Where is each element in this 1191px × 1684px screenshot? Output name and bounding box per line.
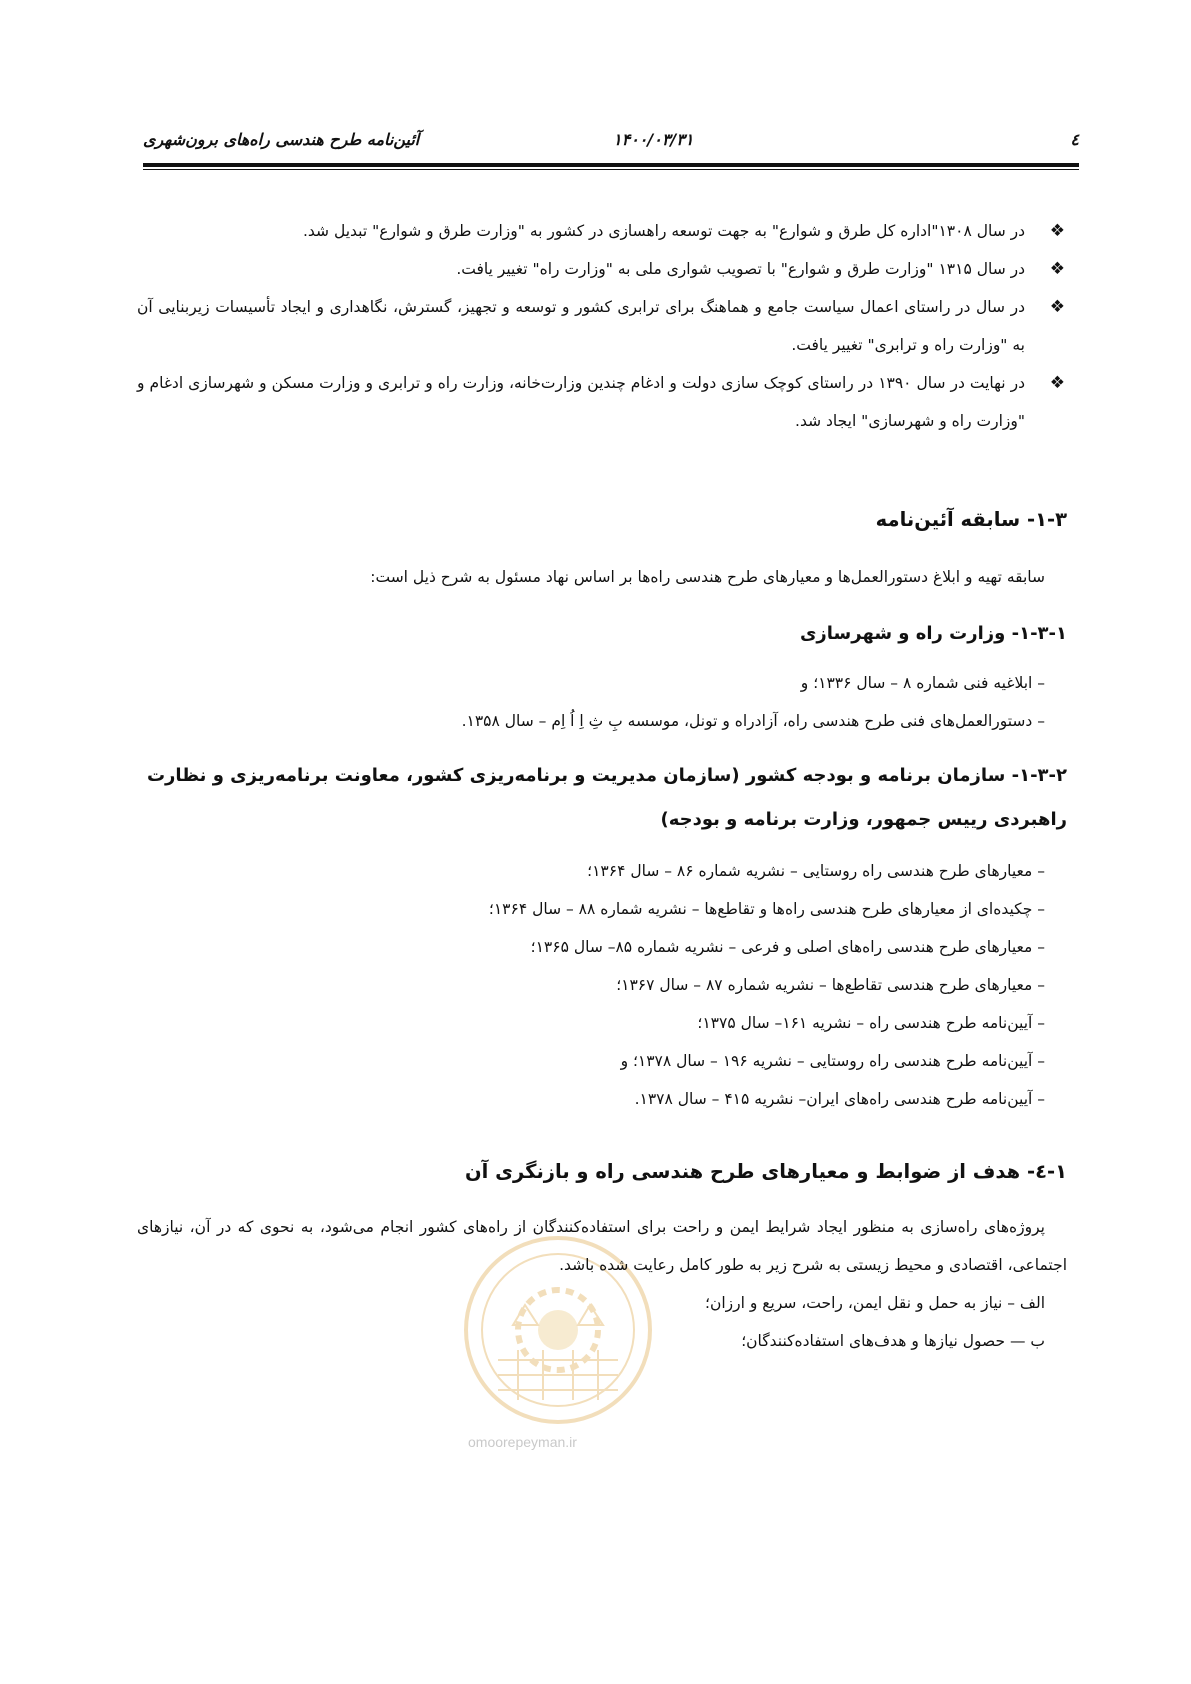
header-date: ۱۴۰۰/۰۳/۳۱	[613, 130, 694, 149]
list-item: – معیارهای طرح هندسی تقاطع‌ها – نشریه شماره ۸۷ – سال ۱۳۶۷؛	[616, 976, 1045, 994]
bullet-text: در سال ۱۳۰۸"اداره کل طرق و شوارع" به جهت توسعه راهسازی در کشور به "وزارت طرق و شوارع" تبدیل شد.	[302, 222, 1025, 240]
section-heading-history: ۱-۳- سابقه آئین‌نامه	[875, 508, 1067, 531]
list-item	[137, 212, 1067, 250]
header-rule-thin	[143, 169, 1079, 170]
list-item	[137, 250, 1067, 288]
bullet-text: در سال ۱۳۱۵ "وزارت طرق و شوارع" با تصویب شوارى ملى به "وزارت راه" تغییر یافت.	[456, 260, 1025, 278]
section-heading-goal: ۱-٤- هدف از ضوابط و معیارهای طرح هندسی راه و بازنگری آن	[464, 1160, 1067, 1183]
subsection-heading-budget-org: ۱-۳-۲- سازمان برنامه و بودجه کشور (سازمان مدیریت و برنامه‌ریزی کشور، معاونت برنامه‌ریزی و نظارت راهبردی رییس جمهور، وزارت برنامه و بودجه)	[146, 765, 1067, 830]
list-item	[137, 364, 1067, 440]
diamond-bullet-icon: ❖	[1049, 221, 1065, 241]
header-rule-thick	[143, 163, 1079, 167]
header-page-number: ٤	[1070, 130, 1079, 149]
list-item: الف – نیاز به حمل و نقل ایمن، راحت، سریع و ارزان؛	[705, 1294, 1045, 1312]
diamond-bullet-icon: ❖	[1049, 373, 1065, 393]
list-item: – ابلاغیه فنی شماره ۸ – سال ۱۳۳۶؛ و	[800, 674, 1045, 692]
history-bullet-list	[137, 212, 1067, 440]
list-item: – معیارهای طرح هندسی راه روستایی – نشریه شماره ۸۶ – سال ۱۳۶۴؛	[587, 862, 1045, 880]
diamond-bullet-icon: ❖	[1049, 297, 1065, 317]
list-item: – چکیده‌ای از معیارهای طرح هندسی راه‌ها و تقاطع‌ها – نشریه شماره ۸۸ – سال ۱۳۶۴؛	[488, 900, 1045, 918]
list-item	[137, 288, 1067, 364]
list-item: ب — حصول نیازها و هدف‌های استفاده‌کنندگان؛	[741, 1332, 1045, 1350]
list-item: – معیارهای طرح هندسی راه‌های اصلی و فرعی – نشریه شماره ۸۵– سال ۱۳۶۵؛	[530, 938, 1045, 956]
header-document-title: آئین‌نامه طرح هندسی راه‌های برون‌شهری	[143, 130, 420, 149]
ministry-publication-list	[137, 664, 1067, 740]
list-item: – آیین‌نامه طرح هندسی راه – نشریه ۱۶۱– سال ۱۳۷۵؛	[697, 1014, 1045, 1032]
goal-item-list	[137, 1284, 1067, 1360]
budget-org-publication-list	[137, 852, 1067, 1118]
page-header	[143, 130, 1079, 160]
page-content	[137, 212, 1067, 1360]
list-item: – دستورالعمل‌های فنی طرح هندسی راه، آزادراه و تونل، موسسه بِ ثِ اِ اُ اِم – سال ۱۳۵۸.	[461, 712, 1045, 730]
list-item: – آیین‌نامه طرح هندسی راه روستایی – نشریه ۱۹۶ – سال ۱۳۷۸؛ و	[620, 1052, 1045, 1070]
bullet-text: در سال در راستای اعمال سیاست جامع و هماهنگ برای ترابری کشور و توسعه و تجهیز، گسترش، نگاهداری و ایجاد تأسیسات زیربنایی آن به "وزارت راه و ترابری" تغییر یافت.	[137, 298, 1025, 354]
watermark-url: omoorepeyman.ir	[468, 1434, 577, 1450]
goal-paragraph: پروژه‌های راه‌سازی به منظور ایجاد شرایط ایمن و راحت برای استفاده‌کنندگان از راه‌های کشور انجام می‌شود، به نحوی که در آن، نیازهای اجتماعی، اقتصادی و محیط زیستی به شرح زیر به طور کامل رعایت شده باشد.	[137, 1218, 1067, 1274]
subsection-heading-ministry: ۱-۳-۱- وزارت راه و شهرسازی	[799, 623, 1067, 644]
list-item: – آیین‌نامه طرح هندسی راه‌های ایران– نشریه ۴۱۵ – سال ۱۳۷۸.	[634, 1090, 1045, 1108]
bullet-text: در نهایت در سال ۱۳۹۰ در راستای کوچک سازی دولت و ادغام چندین وزارت‌خانه، وزارت راه و ترابری و وزارت مسکن و شهرسازی ادغام و "وزارت راه و شهرسازی" ایجاد شد.	[137, 374, 1026, 430]
history-intro-paragraph: سابقه تهیه و ابلاغ دستورالعمل‌ها و معیارهای طرح هندسی راه‌ها بر اساس نهاد مسئول به شرح ذیل است:	[370, 568, 1045, 586]
diamond-bullet-icon: ❖	[1049, 259, 1065, 279]
